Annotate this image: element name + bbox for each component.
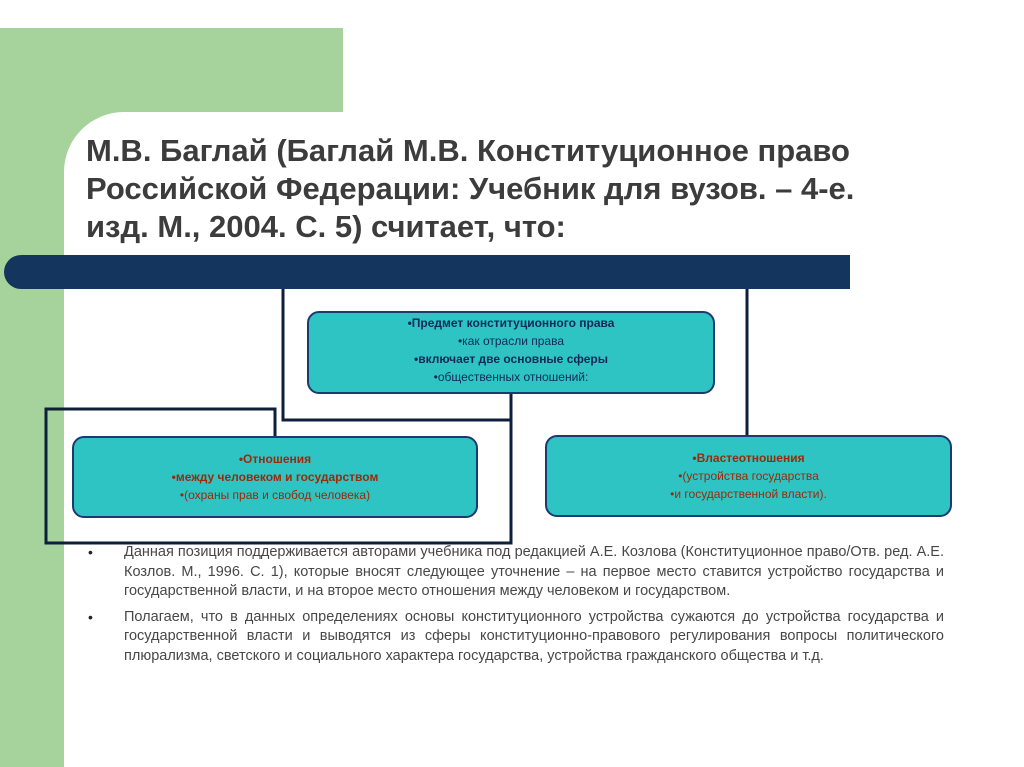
relations-box (72, 436, 478, 518)
subject-box-line-3: •включает две основные сферы (414, 351, 608, 366)
relations-box-line-2: •между человеком и государством (171, 470, 379, 484)
bullet-list (88, 543, 944, 672)
power-relations-box (545, 435, 952, 517)
power-box-line-2: •(устройства государства (678, 469, 819, 483)
title-line-3: изд. М., 2004. С. 5) считает, что: (86, 209, 566, 244)
power-box-line-3: •и государственной власти). (670, 487, 827, 501)
subject-box-line-2: •как отрасли права (457, 333, 565, 348)
bullet-item (88, 543, 944, 602)
subject-box-line-4: •общественных отношений: (433, 369, 589, 384)
bullet-item (88, 608, 944, 667)
title-line-2: Российской Федерации: Учебник для вузов. – 4-е. (86, 171, 855, 206)
title-line-1: М.В. Баглай (Баглай М.В. Конституционное право (86, 133, 850, 168)
relations-box-line-1: •Отношения (238, 452, 312, 466)
bullet-marker: • (88, 608, 93, 625)
subject-box-line-1: •Предмет конституционного права (407, 315, 615, 330)
bullet-marker: • (88, 544, 93, 560)
bullet-text: Полагаем, что в данных определениях основы конституционного устройства сужаются до устройства государства и государственной власти и выводятся из сферы конституционно-правового регулирования вопросы политического плюрализма, светского и социального характера государства, устройства гражданского общества и т.д. (124, 608, 944, 664)
bullet-text: Данная позиция поддерживается авторами учебника под редакцией А.Е. Козлова (Конституционное право/Отв. ред. А.Е. Козлов. М., 1996. С. 1), которые вносят следующее уточнение – на первое место ставится устройство государства и государственной власти, и на второе место отношения между человеком и государством. (124, 544, 944, 599)
subject-box (307, 311, 715, 394)
power-box-line-1: •Властеотношения (692, 451, 805, 465)
relations-box-line-3: •(охраны прав и свобод человека) (179, 488, 371, 502)
